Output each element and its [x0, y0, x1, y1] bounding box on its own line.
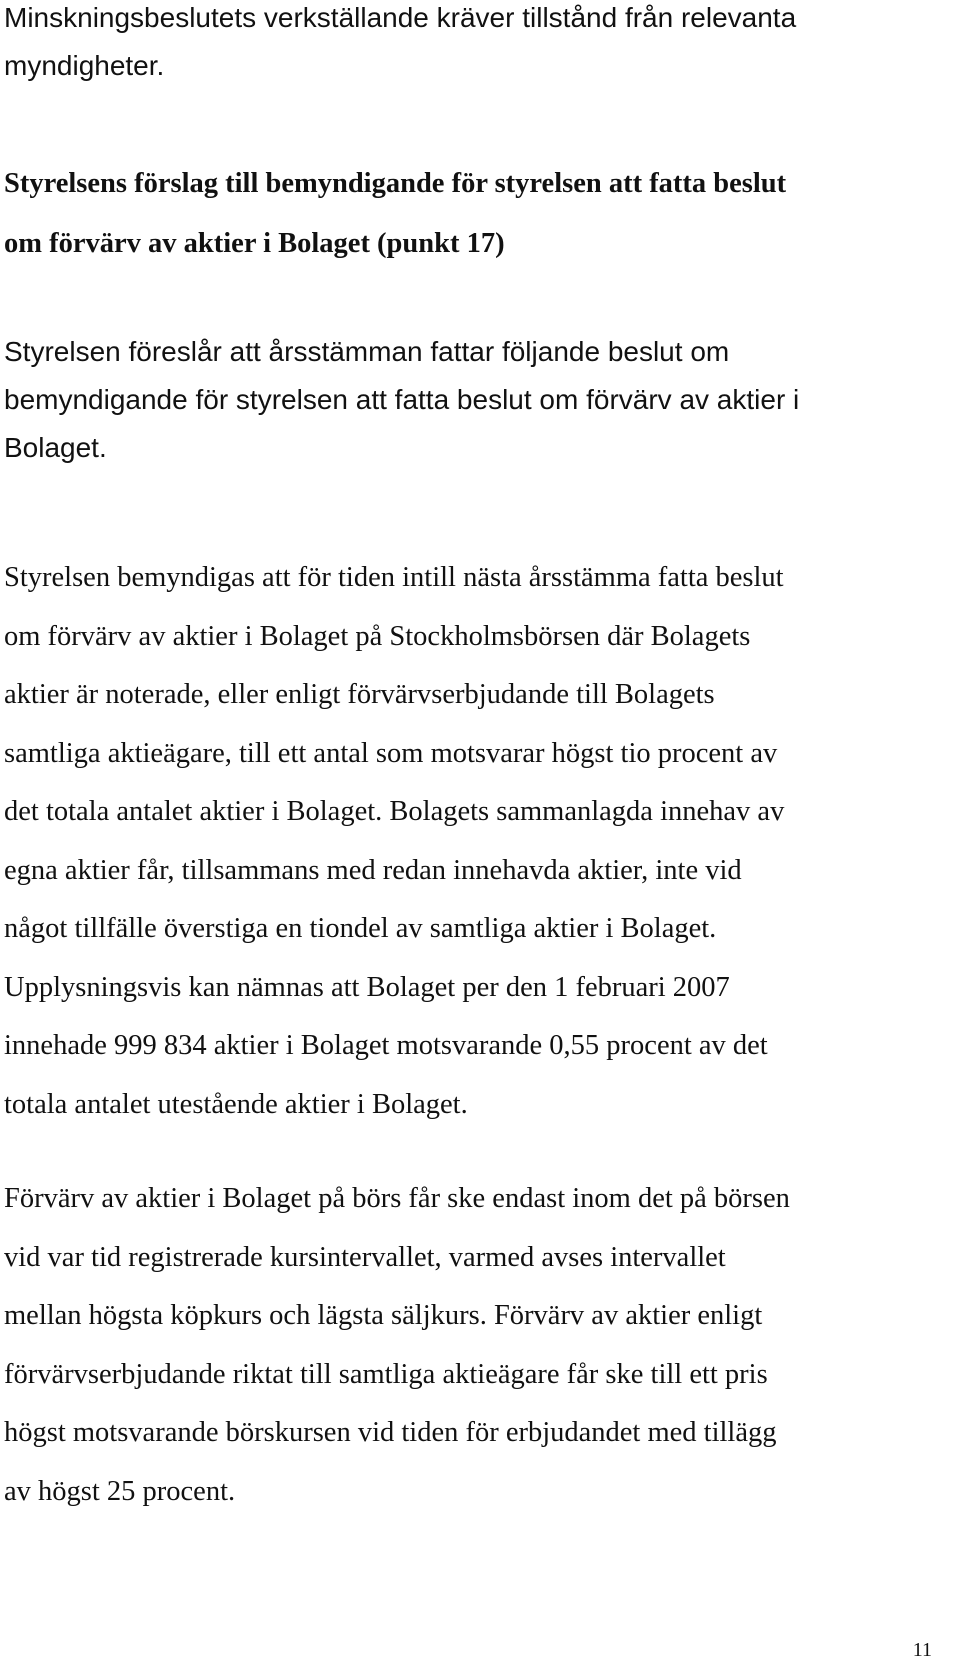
text-line: det totala antalet aktier i Bolaget. Bolagets sammanlagda innehav av [4, 796, 785, 827]
text-line: Styrelsen föreslår att årsstämman fattar följande beslut om [4, 336, 730, 367]
intro-paragraph [4, 0, 796, 90]
text-line: något tillfälle överstiga en tiondel av samtliga aktier i Bolaget. [4, 913, 717, 944]
text-line: vid var tid registrerade kursintervallet, varmed avses intervallet [4, 1241, 726, 1273]
authorization-paragraph [4, 549, 784, 1134]
text-line: mellan högsta köpkurs och lägsta säljkurs. Förvärv av aktier enligt [4, 1300, 763, 1331]
text-line: Förvärv av aktier i Bolaget på börs får ske endast inom det på börsen [4, 1183, 790, 1214]
heading-line: om förvärv av aktier i Bolaget (punkt 17) [4, 228, 505, 259]
page-number: 11 [912, 1639, 932, 1661]
text-line: bemyndigande för styrelsen att fatta beslut om förvärv av aktier i [4, 384, 800, 415]
text-line: innehade 999 834 aktier i Bolaget motsvarande 0,55 procent av det [4, 1030, 768, 1061]
text-line: förvärvserbjudande riktat till samtliga aktieägare får ske till ett pris [4, 1358, 768, 1390]
text-line: myndigheter. [4, 50, 165, 81]
section-heading [4, 154, 786, 274]
acquisition-paragraph [4, 1170, 790, 1521]
text-line: aktier är noterade, eller enligt förvärvserbjudande till Bolagets [4, 679, 715, 710]
text-line: Bolaget. [4, 432, 107, 463]
text-line: egna aktier får, tillsammans med redan innehavda aktier, inte vid [4, 854, 742, 886]
heading-line: Styrelsens förslag till bemyndigande för styrelsen att fatta beslut [4, 168, 787, 199]
text-line: om förvärv av aktier i Bolaget på Stockholmsbörsen där Bolagets [4, 620, 751, 652]
proposal-paragraph [4, 328, 799, 472]
text-line: Upplysningsvis kan nämnas att Bolaget per den 1 februari 2007 [4, 971, 730, 1003]
text-line: samtliga aktieägare, till ett antal som motsvarar högst tio procent av [4, 737, 778, 769]
text-line: högst motsvarande börskursen vid tiden för erbjudandet med tillägg [4, 1417, 777, 1448]
text-line: totala antalet utestående aktier i Bolaget. [4, 1088, 468, 1120]
text-line: av högst 25 procent. [4, 1475, 236, 1507]
text-line: Minskningsbeslutets verkställande kräver tillstånd från relevanta [4, 2, 797, 33]
text-line: Styrelsen bemyndigas att för tiden intill nästa årsstämma fatta beslut [4, 562, 784, 593]
